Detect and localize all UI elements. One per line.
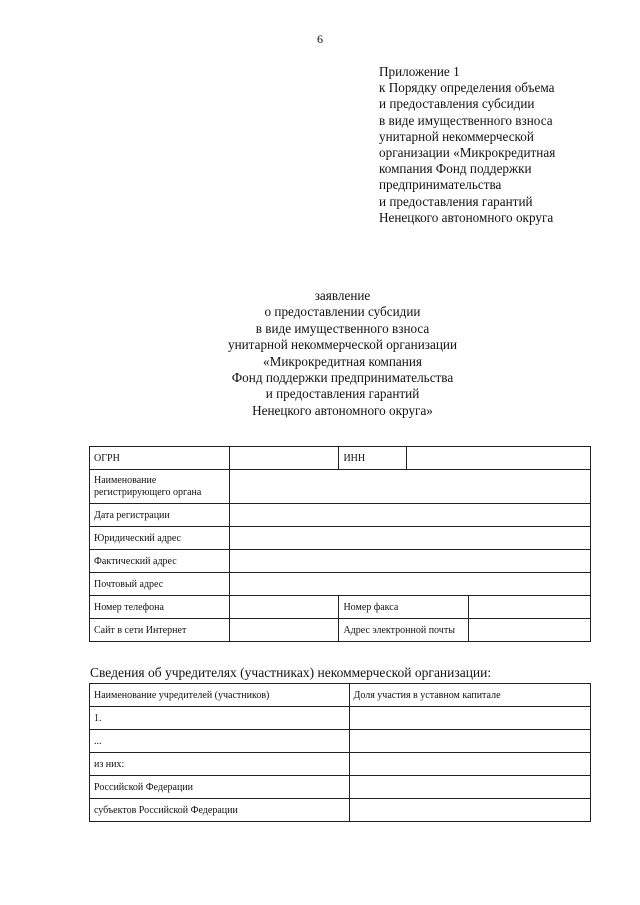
- registering-body-label-line2: регистрирующего органа: [94, 486, 202, 498]
- founders-name-header: Наименование учредителей (участников): [90, 684, 350, 707]
- appendix-line: в виде имущественного взноса: [379, 112, 553, 128]
- inn-label: ИНН: [339, 447, 407, 470]
- title-line: унитарной некоммерческой организации: [227, 337, 458, 353]
- organization-info-table: [89, 446, 591, 642]
- table-row: [90, 753, 591, 776]
- legal-address-field[interactable]: [229, 527, 590, 550]
- founders-share-header: Доля участия в уставном капитале: [349, 684, 590, 707]
- appendix-line: Приложение 1: [379, 64, 460, 79]
- appendix-line: унитарной некоммерческой: [379, 128, 534, 144]
- email-field[interactable]: [469, 619, 591, 642]
- title-line: Фонд поддержки предпринимательства: [231, 370, 454, 386]
- appendix-line: к Порядку определения объема: [379, 80, 555, 96]
- postal-address-field[interactable]: [229, 573, 590, 596]
- founder-row-label: субъектов Российской Федерации: [90, 799, 350, 822]
- table-row: [90, 707, 591, 730]
- title-line: в виде имущественного взноса: [255, 320, 430, 336]
- postal-address-label: Почтовый адрес: [90, 573, 230, 596]
- phone-field[interactable]: [229, 596, 339, 619]
- website-label: Сайт в сети Интернет: [90, 619, 230, 642]
- website-field[interactable]: [229, 619, 339, 642]
- actual-address-field[interactable]: [229, 550, 590, 573]
- email-label: Адрес электронной почты: [339, 619, 469, 642]
- actual-address-label: Фактический адрес: [90, 550, 230, 573]
- appendix-line: и предоставления субсидии: [379, 96, 535, 112]
- fax-field[interactable]: [469, 596, 591, 619]
- founder-share-field[interactable]: [349, 776, 590, 799]
- inn-field[interactable]: [407, 447, 591, 470]
- founder-share-field[interactable]: [349, 753, 590, 776]
- table-row: [90, 776, 591, 799]
- founder-share-field[interactable]: [349, 707, 590, 730]
- registering-body-field[interactable]: [229, 470, 590, 504]
- table-row: [90, 730, 591, 753]
- founders-table: [89, 683, 591, 822]
- title-line: о предоставлении субсидии: [264, 304, 421, 320]
- title-line: «Микрокредитная компания: [263, 353, 422, 369]
- table-row: [90, 799, 591, 822]
- founder-row-label: ...: [90, 730, 350, 753]
- appendix-line: предпринимательства: [379, 177, 502, 193]
- table-row: [90, 619, 591, 642]
- table-row: [90, 596, 591, 619]
- ogrn-label: ОГРН: [90, 447, 230, 470]
- table-header-row: [90, 684, 591, 707]
- appendix-block: [379, 64, 629, 226]
- table-row: [90, 447, 591, 470]
- registration-date-label: Дата регистрации: [90, 504, 230, 527]
- founder-row-label: Российской Федерации: [90, 776, 350, 799]
- table-row: [90, 504, 591, 527]
- appendix-line: и предоставления гарантий: [379, 193, 533, 209]
- fax-label: Номер факса: [339, 596, 469, 619]
- phone-label: Номер телефона: [90, 596, 230, 619]
- table-row: [90, 573, 591, 596]
- founder-row-label: из них:: [90, 753, 350, 776]
- table-row: [90, 550, 591, 573]
- registering-body-label-line1: Наименование: [94, 474, 157, 486]
- title-line: Ненецкого автономного округа»: [252, 402, 433, 418]
- title-line: и предоставления гарантий: [265, 386, 420, 402]
- founder-share-field[interactable]: [349, 799, 590, 822]
- registering-body-label: [90, 470, 230, 504]
- founders-heading: Сведения об учредителях (участниках) некоммерческой организации:: [90, 665, 492, 680]
- table-row: [90, 527, 591, 550]
- appendix-line: организации «Микрокредитная: [379, 145, 556, 161]
- page-number: 6: [317, 32, 323, 46]
- title-line: заявление: [314, 288, 371, 303]
- ogrn-field[interactable]: [229, 447, 339, 470]
- founder-row-label: 1.: [90, 707, 350, 730]
- table-row: [90, 470, 591, 504]
- appendix-line: компания Фонд поддержки: [379, 161, 532, 177]
- legal-address-label: Юридический адрес: [90, 527, 230, 550]
- appendix-line: Ненецкого автономного округа: [379, 209, 554, 225]
- registration-date-field[interactable]: [229, 504, 590, 527]
- document-title: [0, 288, 640, 419]
- founder-share-field[interactable]: [349, 730, 590, 753]
